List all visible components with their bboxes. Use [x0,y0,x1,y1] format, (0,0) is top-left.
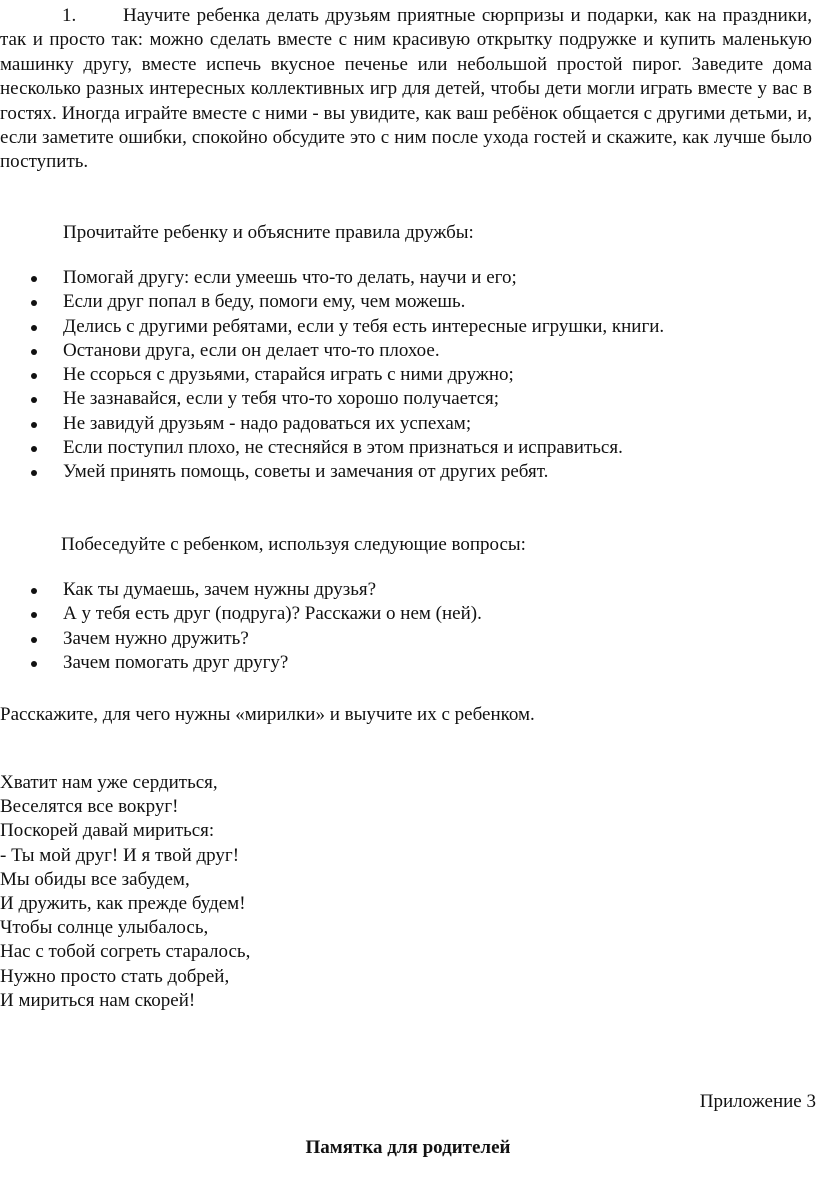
memo-title: Памятка для родителей [305,1137,511,1158]
list-item-text: Не завидуй друзьям - надо радоваться их успехам; [63,412,472,434]
poem-line: Мы обиды все забудем, [0,868,190,890]
questions-list [0,578,482,675]
list-item-text: Останови друга, если он делает что-то плохое. [63,339,440,361]
list-item [0,627,482,651]
list-item [0,315,664,339]
poem [0,771,250,1013]
poem-line: И дружить, как прежде будем! [0,892,246,914]
bullet-icon [31,612,37,618]
list-item-text: Делись с другими ребятами, если у тебя есть интересные игрушки, книги. [63,315,665,337]
bullet-icon [31,276,37,282]
bullet-icon [31,300,37,306]
paragraph-number: 1. [62,5,77,26]
bullet-icon [31,588,37,594]
friendship-rules-intro: Прочитайте ребенку и объясните правила дружбы: [63,222,474,243]
list-item [0,387,664,411]
poem-line: - Ты мой друг! И я твой друг! [0,844,240,866]
list-item [0,436,664,460]
bullet-icon [31,422,37,428]
paragraph-text: Научите ребенка делать друзьям приятные сюрпризы и подарки, как на праздники, так и просто так: можно сделать вместе с ним красивую открытку подружке и купить маленькую машинку другу, вместе испечь вкусное печенье или небольшой простой пирог. Заведите дома несколько разных интересных коллективных игр для детей, чтобы дети могли играть вместе у вас в гостях. Иногда играйте вместе с ними - вы увидите, как ваш ребёнок общается с другими детьми, и, если заметите ошибки, спокойно обсудите это с ним после ухода гостей и скажите, как лучше было поступить. [0,5,812,173]
list-item [0,602,482,626]
list-item-text: Как ты думаешь, зачем нужны друзья? [63,579,377,600]
poem-line: Хватит нам уже сердиться, [0,772,218,793]
list-item [0,460,664,484]
list-item-text: Помогай другу: если умеешь что-то делать, научи и его; [63,267,517,288]
bullet-icon [31,397,37,403]
list-item [0,363,664,387]
list-item-text: Не ссорься с друзьями, старайся играть с ними дружно; [63,364,514,386]
list-item [0,339,664,363]
friendship-rules-list [0,266,664,485]
bullet-icon [31,470,37,476]
bullet-icon [31,637,37,643]
poem-line: Нас с тобой согреть старалось, [0,941,251,963]
list-item [0,578,482,602]
bullet-icon [31,446,37,452]
appendix-label: Приложение 3 [699,1091,816,1112]
poem-line: Поскорей давай мириться: [0,820,215,842]
poem-line: Веселятся все вокруг! [0,796,179,818]
questions-intro: Побеседуйте с ребенком, используя следующие вопросы: [61,534,526,555]
list-item-text: Если поступил плохо, не стесняйся в этом признаться и исправиться. [63,437,623,459]
bullet-icon [31,661,37,667]
list-item [0,651,482,675]
list-item-text: А у тебя есть друг (подруга)? Расскажи о нем (ней). [63,603,482,625]
poem-line: И мириться нам скорей! [0,989,196,1011]
bullet-icon [31,373,37,379]
list-item-text: Зачем помогать друг другу? [63,651,289,673]
list-item-text: Зачем нужно дружить? [63,627,249,649]
poem-line: Нужно просто стать добрей, [0,965,230,987]
list-item-text: Умей принять помощь, советы и замечания от других ребят. [63,461,549,483]
list-item [0,412,664,436]
bullet-icon [31,349,37,355]
numbered-paragraph-1 [0,4,812,175]
list-item-text: Не зазнавайся, если у тебя что-то хорошо получается; [63,388,500,410]
list-item [0,266,664,290]
poem-line: Чтобы солнце улыбалось, [0,917,209,939]
mirilki-paragraph: Расскажите, для чего нужны «мирилки» и выучите их с ребенком. [0,704,535,725]
list-item [0,290,664,314]
list-item-text: Если друг попал в беду, помоги ему, чем можешь. [63,291,466,313]
bullet-icon [31,325,37,331]
